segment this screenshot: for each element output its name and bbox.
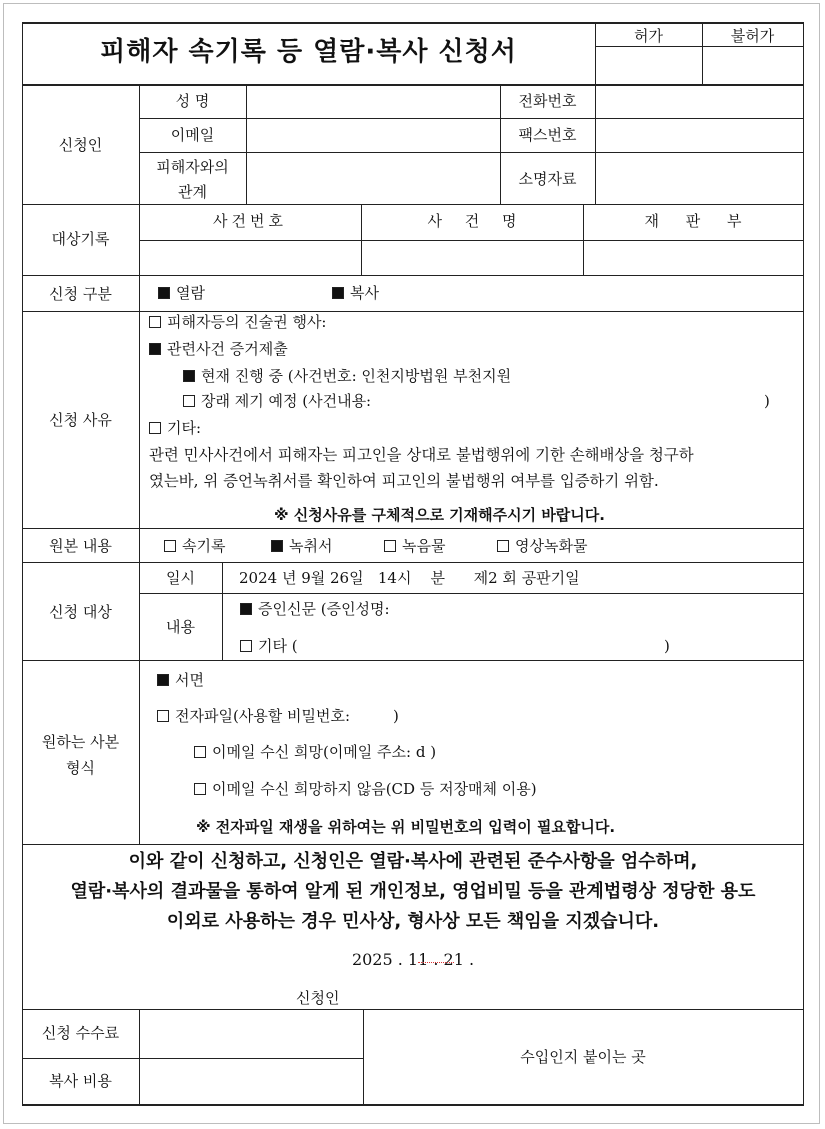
rule: [803, 22, 804, 1106]
name-field[interactable]: [247, 85, 499, 118]
proof-label: 소명자료: [518, 170, 577, 188]
relation-label-2: 관계: [178, 183, 207, 201]
checkbox-transcript[interactable]: [271, 540, 283, 552]
rule: [222, 562, 223, 660]
checkbox-email-yes[interactable]: [194, 746, 206, 758]
reason-evidence[interactable]: [149, 340, 288, 358]
reason-statement[interactable]: [149, 313, 327, 331]
content-label: 내용: [166, 618, 195, 636]
checkbox-future-case[interactable]: [183, 395, 195, 407]
recording-label: 녹음물: [402, 537, 446, 555]
target-other[interactable]: [240, 637, 298, 655]
proof-field[interactable]: [596, 153, 803, 204]
rule: [22, 22, 804, 24]
format-email-no[interactable]: [194, 780, 537, 798]
format-electronic[interactable]: [157, 707, 399, 725]
reason-current-label: 현재 진행 중 (사건번호: 인천지방법원 부천지원: [201, 367, 512, 385]
rule: [22, 22, 23, 1106]
copy-cost-label: 복사 비용: [49, 1072, 112, 1090]
witness-label: 증인신문 (증인성명:: [258, 600, 390, 618]
checkbox-recording[interactable]: [384, 540, 396, 552]
rule: [22, 844, 804, 845]
permit-stamp-cell[interactable]: [596, 47, 702, 84]
fee-label: 신청 수수료: [41, 1024, 120, 1042]
request-target-label: 신청 대상: [49, 603, 112, 621]
original-stenography[interactable]: [164, 537, 225, 555]
original-recording[interactable]: [384, 537, 445, 555]
video-label: 영상녹화물: [515, 537, 588, 555]
reason-future-case[interactable]: [183, 392, 371, 410]
relation-field[interactable]: [247, 153, 499, 204]
case-number-label: 사건번호: [213, 212, 287, 230]
checkbox-view[interactable]: [158, 287, 170, 299]
checkbox-evidence[interactable]: [149, 343, 161, 355]
option-copy[interactable]: [332, 284, 379, 302]
target-record-label: 대상기록: [51, 230, 110, 248]
applicant-section-label: 신청인: [58, 136, 103, 154]
phone-label: 전화번호: [518, 92, 577, 110]
declaration-line1: 이와 같이 신청하고, 신청인은 열람·복사에 관련된 준수사항을 엄수하며,: [128, 851, 698, 872]
email-yes-label: 이메일 수신 희망(이메일 주소: d ): [212, 743, 437, 761]
reason-current-case[interactable]: [183, 367, 511, 385]
original-video[interactable]: [497, 537, 587, 555]
checkbox-current-case[interactable]: [183, 370, 195, 382]
checkbox-written[interactable]: [157, 674, 169, 686]
reason-statement-label: 피해자등의 진술권 행사:: [167, 313, 327, 331]
relation-label: 피해자와의: [156, 158, 229, 176]
date-label: 일시: [166, 569, 195, 587]
reason-detail-line2: 였는바, 위 증언녹취서를 확인하여 피고인의 불법행위 여부를 입증하기 위함.: [149, 472, 659, 490]
case-name-label: 사 건 명: [427, 212, 517, 230]
checkbox-statement[interactable]: [149, 316, 161, 328]
deny-label: 불허가: [730, 27, 775, 45]
original-transcript[interactable]: [271, 537, 332, 555]
court-field[interactable]: [584, 241, 803, 275]
declaration-line3: 이외로 사용하는 경우 민사상, 형사상 모든 책임을 지겠습니다.: [166, 911, 660, 932]
format-written[interactable]: [157, 671, 204, 689]
signer-label: 신청인: [296, 989, 340, 1007]
reason-evidence-label: 관련사건 증거제출: [167, 340, 288, 358]
redaction-mark: [418, 962, 454, 967]
name-label: 성 명: [175, 92, 210, 110]
application-date: 2025 . 11 . 21 .: [351, 950, 475, 969]
target-other-label: 기타 (: [258, 637, 298, 655]
stenography-label: 속기록: [182, 537, 226, 555]
transcript-label: 녹취서: [289, 537, 333, 555]
permit-label: 허가: [634, 27, 663, 45]
deny-stamp-cell[interactable]: [703, 47, 803, 84]
option-copy-label: 복사: [350, 284, 379, 302]
copy-format-label-2: 형식: [66, 759, 95, 777]
email-field[interactable]: [247, 119, 499, 152]
reason-note: ※ 신청사유를 구체적으로 기재해주시기 바랍니다.: [274, 506, 605, 524]
reason-other-label: 기타:: [167, 419, 202, 437]
electronic-label: 전자파일(사용할 비밀번호: ): [175, 707, 399, 725]
original-content-label: 원본 내용: [49, 537, 112, 555]
court-label: 재 판 부: [644, 212, 742, 230]
copy-format-label: 원하는 사본: [41, 733, 120, 751]
copy-format-note: ※ 전자파일 재생을 위하여는 위 비밀번호의 입력이 필요합니다.: [196, 818, 616, 836]
checkbox-witness[interactable]: [240, 603, 252, 615]
request-type-label: 신청 구분: [49, 285, 112, 303]
email-no-label: 이메일 수신 희망하지 않음(CD 등 저장매체 이용): [212, 780, 537, 798]
fax-field[interactable]: [596, 119, 803, 152]
future-close-paren: ): [764, 392, 770, 410]
reason-label: 신청 사유: [49, 411, 112, 429]
checkbox-video[interactable]: [497, 540, 509, 552]
email-label: 이메일: [170, 126, 215, 144]
phone-field[interactable]: [596, 85, 803, 118]
fee-field[interactable]: [140, 1010, 362, 1058]
option-view-label: 열람: [176, 284, 205, 302]
checkbox-copy[interactable]: [332, 287, 344, 299]
target-witness[interactable]: [240, 600, 390, 618]
form-title: 피해자 속기록 등 열람·복사 신청서: [100, 37, 517, 67]
written-label: 서면: [175, 671, 204, 689]
reason-future-label: 장래 제기 예정 (사건내용:: [201, 392, 372, 410]
declaration-line2: 열람·복사의 결과물을 통하여 알게 된 개인정보, 영업비밀 등을 관계법령상 정당한 용도: [70, 881, 756, 902]
hearing-date-value: 2024 년 9월 26일 14시 분 제2 회 공판기일: [239, 569, 580, 587]
case-name-field[interactable]: [362, 241, 582, 275]
rule: [139, 593, 804, 594]
reason-detail-line1: 관련 민사사건에서 피해자는 피고인을 상대로 불법행위에 기한 손해배상을 청구하: [149, 446, 694, 464]
format-email-yes[interactable]: [194, 743, 436, 761]
checkbox-electronic[interactable]: [157, 710, 169, 722]
case-number-field[interactable]: [140, 241, 360, 275]
checkbox-stenography[interactable]: [164, 540, 176, 552]
checkbox-other[interactable]: [149, 422, 161, 434]
copy-cost-field[interactable]: [140, 1059, 362, 1104]
target-other-close: ): [664, 637, 670, 655]
checkbox-target-other[interactable]: [240, 640, 252, 652]
checkbox-email-no[interactable]: [194, 783, 206, 795]
fax-label: 팩스번호: [518, 126, 577, 144]
revenue-stamp-area-label: 수입인지 붙이는 곳: [520, 1048, 646, 1066]
option-view[interactable]: [158, 284, 205, 302]
reason-other[interactable]: [149, 419, 201, 437]
